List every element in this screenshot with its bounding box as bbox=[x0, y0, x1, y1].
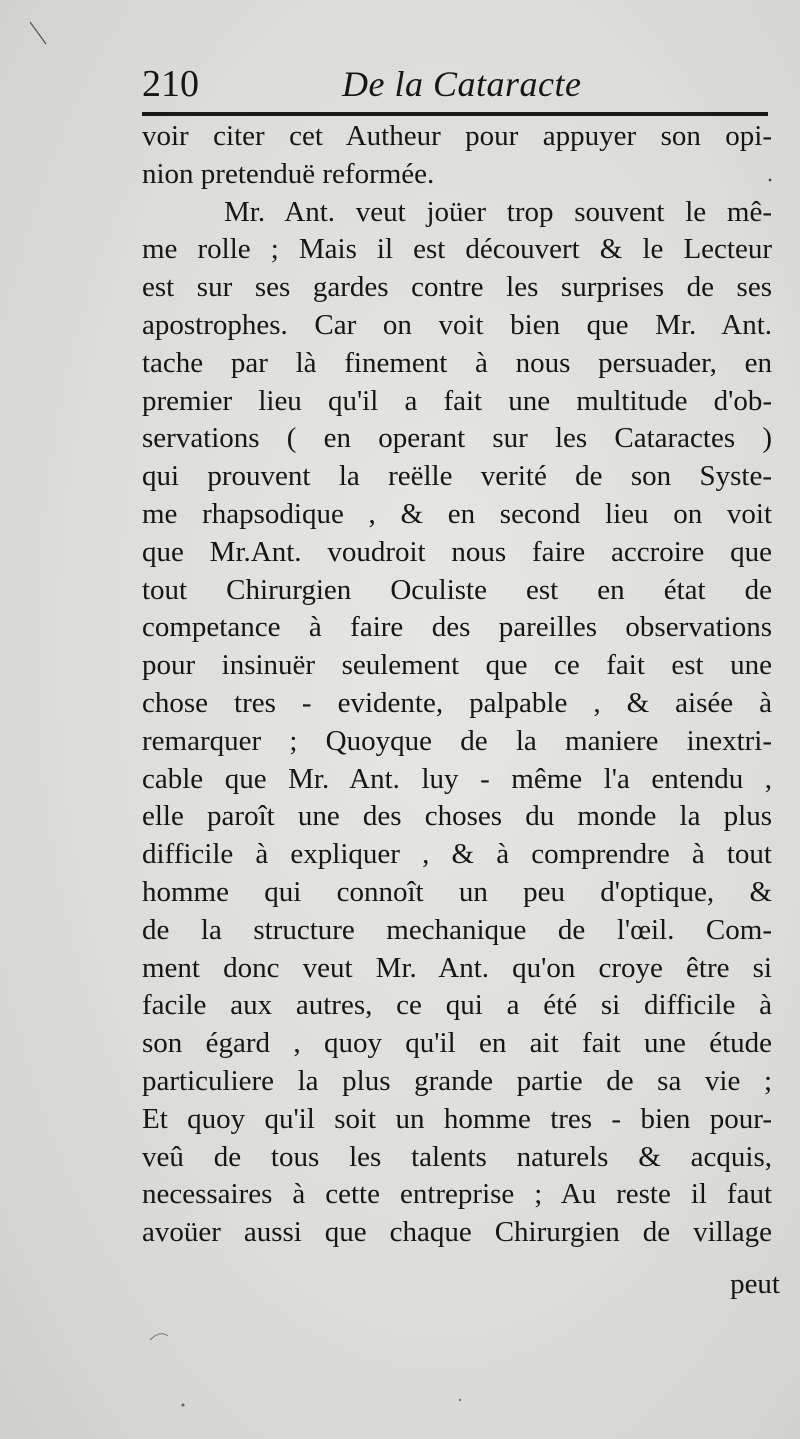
page-number: 210 bbox=[142, 63, 199, 105]
text-line: elle paroît une des choses du monde la plus bbox=[142, 800, 772, 833]
text-line: servations ( en operant sur les Cataractes ) bbox=[142, 422, 772, 455]
text-line: remarquer ; Quoyque de la maniere inextri- bbox=[142, 724, 772, 757]
text-line: cable que Mr. Ant. luy - même l'a entendu , bbox=[142, 762, 772, 795]
text-line: Et quoy qu'il soit un homme tres - bien pour- bbox=[142, 1102, 772, 1135]
text-line: apostrophes. Car on voit bien que Mr. Ant. bbox=[142, 308, 772, 341]
text-line: que Mr.Ant. voudroit nous faire accroire que bbox=[142, 535, 772, 568]
running-title: De la Cataracte bbox=[342, 64, 582, 104]
text-line: Mr. Ant. veut joüer trop souvent le mê- bbox=[224, 195, 772, 228]
page-header bbox=[142, 62, 768, 108]
text-line: de la structure mechanique de l'œil. Com- bbox=[142, 913, 772, 946]
text-line: chose tres - evidente, palpable , & aisée à bbox=[142, 686, 772, 719]
text-line: voir citer cet Autheur pour appuyer son opi- bbox=[142, 120, 772, 152]
text-line: facile aux autres, ce qui a été si difficile à bbox=[142, 989, 772, 1022]
text-line: est sur ses gardes contre les surprises de ses bbox=[142, 271, 772, 304]
text-line: nion pretenduë reformée. bbox=[142, 157, 435, 190]
text-line: veû de tous les talents naturels & acquis, bbox=[142, 1140, 772, 1173]
text-line: me rhapsodique , & en second lieu on voit bbox=[142, 497, 772, 530]
text-line: tache par là finement à nous persuader, en bbox=[142, 346, 772, 379]
text-line: qui prouvent la reëlle verité de son Syste- bbox=[142, 460, 772, 493]
text-line: competance à faire des pareilles observations bbox=[142, 611, 772, 644]
text-line: me rolle ; Mais il est découvert & le Lecteur bbox=[142, 233, 772, 266]
text-line: tout Chirurgien Oculiste est en état de bbox=[142, 573, 772, 606]
text-line: necessaires à cette entreprise ; Au reste il faut bbox=[142, 1178, 772, 1211]
text-line: particuliere la plus grande partie de sa vie ; bbox=[142, 1064, 772, 1097]
catchword: peut bbox=[730, 1268, 780, 1300]
text-line: ment donc veut Mr. Ant. qu'on croye être si bbox=[142, 951, 772, 984]
text-line: avoüer aussi que chaque Chirurgien de village bbox=[142, 1216, 772, 1249]
header-rule bbox=[142, 112, 768, 116]
body-text bbox=[142, 118, 772, 1252]
text-line: difficile à expliquer , & à comprendre à tout bbox=[142, 838, 772, 871]
text-line: pour insinuër seulement que ce fait est une bbox=[142, 649, 772, 682]
text-line: premier lieu qu'il a fait une multitude d'ob- bbox=[142, 384, 772, 417]
text-line: son égard , quoy qu'il en ait fait une étude bbox=[142, 1027, 772, 1060]
text-line: homme qui connoît un peu d'optique, & bbox=[142, 875, 772, 908]
